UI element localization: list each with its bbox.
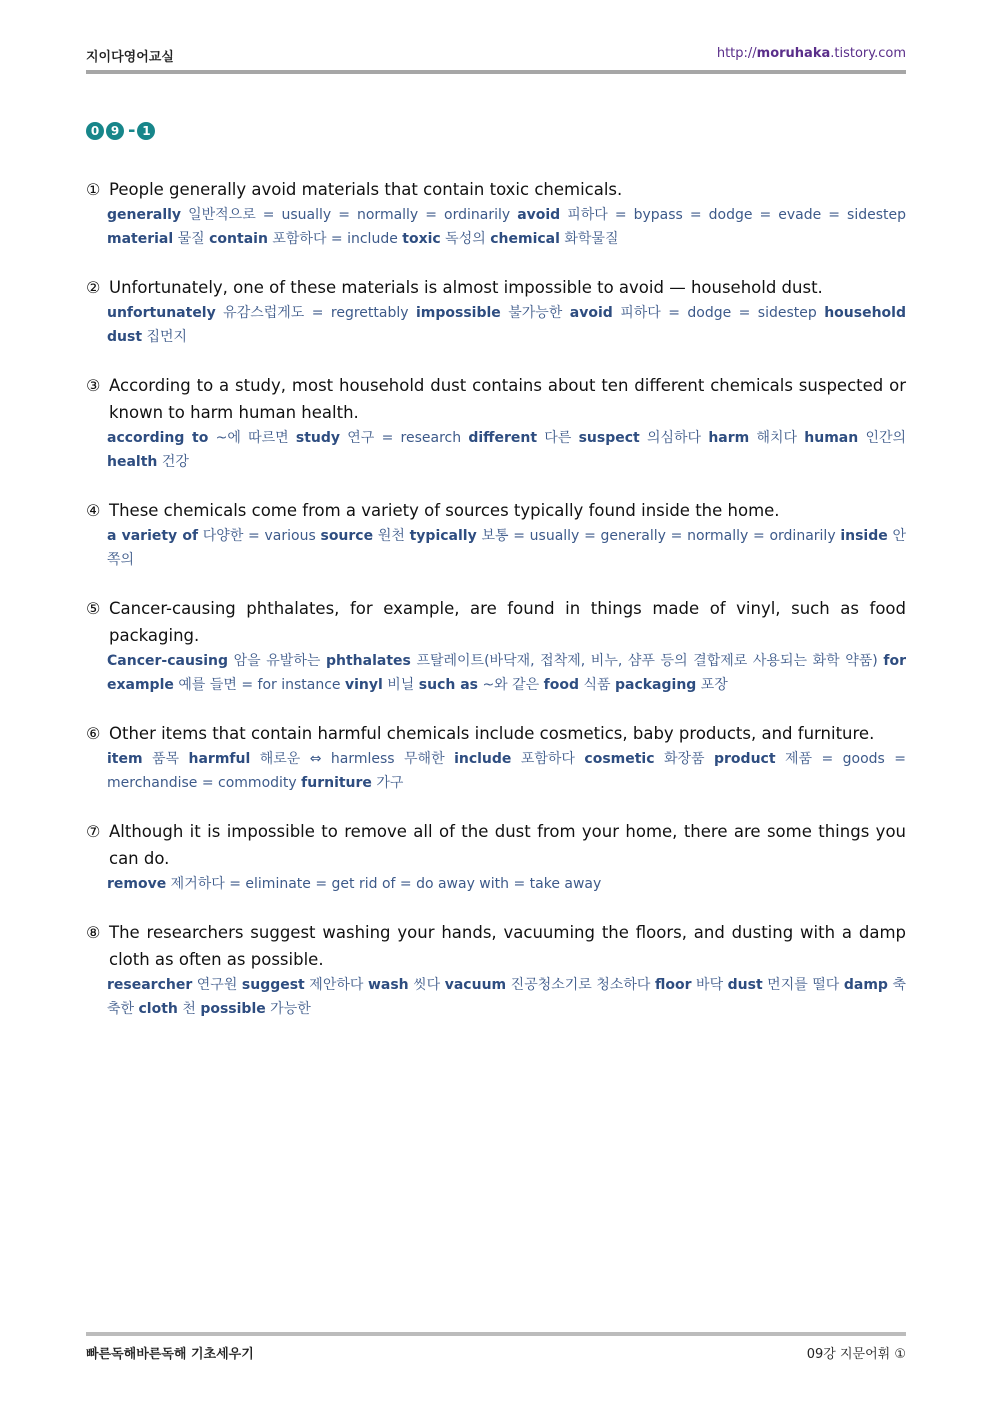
vocab-gloss: 식품 xyxy=(579,677,615,693)
sentence-item xyxy=(86,176,906,251)
vocab-line xyxy=(107,203,906,251)
vocab-word: according to xyxy=(107,430,209,446)
footer-divider xyxy=(86,1332,906,1336)
vocab-gloss: 품목 xyxy=(142,751,189,767)
vocab-word: impossible xyxy=(415,305,501,321)
vocab-gloss: 제품 = goods = merchandise = commodity xyxy=(107,751,907,791)
url-host: moruhaka xyxy=(756,46,831,61)
vocab-word: wash xyxy=(367,977,409,993)
vocab-gloss: 일반적으로 = usually = normally = ordinarily xyxy=(181,207,518,223)
vocab-gloss: 피하다 = dodge = sidestep xyxy=(612,305,825,321)
vocab-line xyxy=(107,747,906,795)
url-suffix: .tistory.com xyxy=(830,46,906,61)
sentence-number: ③ xyxy=(86,376,101,395)
sentence-text: Other items that contain harmful chemicals include cosmetics, baby products, and furniture. xyxy=(109,724,875,743)
sentence-number: ⑥ xyxy=(86,724,101,743)
vocab-gloss: 집먼지 xyxy=(142,329,188,345)
vocab-word: avoid xyxy=(569,305,613,321)
sentence-number: ⑦ xyxy=(86,822,101,841)
sentence-text: People generally avoid materials that contain toxic chemicals. xyxy=(109,180,623,199)
page-header xyxy=(86,44,906,66)
vocab-word: source xyxy=(320,528,374,544)
sentence-text: These chemicals come from a variety of sources typically found inside the home. xyxy=(109,501,780,520)
vocab-word: typically xyxy=(409,528,477,544)
vocab-gloss: 가구 xyxy=(371,775,404,791)
vocab-gloss: 유감스럽게도 = regrettably xyxy=(215,305,416,321)
unit-dash: - xyxy=(128,120,136,141)
sentence-number: ① xyxy=(86,180,101,199)
header-url[interactable] xyxy=(717,46,906,61)
sentence-text: According to a study, most household dust contains about ten different chemicals suspected or known to harm human health. xyxy=(109,376,906,422)
vocab-word: floor xyxy=(654,977,692,993)
vocab-word: such as xyxy=(418,677,478,693)
sentence-item xyxy=(86,595,906,697)
sentence-number: ② xyxy=(86,278,101,297)
sentence-item xyxy=(86,372,906,474)
sentence-item xyxy=(86,919,906,1021)
vocab-word: suspect xyxy=(578,430,640,446)
vocab-line xyxy=(107,973,906,1021)
vocab-gloss: 제거하다 = eliminate = get rid of = do away with = take away xyxy=(166,876,602,892)
vocab-word: phthalates xyxy=(325,653,411,669)
vocab-line xyxy=(107,301,906,349)
vocab-word: household dust xyxy=(107,305,906,345)
vocab-word: packaging xyxy=(614,677,697,693)
vocab-word: study xyxy=(295,430,341,446)
vocab-word: vacuum xyxy=(444,977,507,993)
unit-digit-3: 1 xyxy=(137,122,155,140)
vocab-word: furniture xyxy=(301,775,372,791)
vocab-word: damp xyxy=(843,977,888,993)
vocab-word: cosmetic xyxy=(584,751,655,767)
vocab-gloss: 연구 = research xyxy=(340,430,469,446)
sentence-number: ⑤ xyxy=(86,599,101,618)
vocab-word: Cancer-causing xyxy=(107,653,229,669)
vocab-gloss: 독성의 xyxy=(440,231,491,247)
sentence-text: The researchers suggest washing your hands, vacuuming the floors, and dusting with a damp cloth as often as possible. xyxy=(109,923,906,969)
vocab-gloss: 먼지를 떨다 xyxy=(762,977,844,993)
unit-digit-2: 9 xyxy=(106,122,124,140)
vocab-gloss: 해치다 xyxy=(749,430,805,446)
vocab-gloss: ~에 따르면 xyxy=(208,430,296,446)
vocab-word: dust xyxy=(727,977,763,993)
vocab-gloss: 피하다 = bypass = dodge = evade = sidestep xyxy=(560,207,907,223)
vocab-word: unfortunately xyxy=(107,305,216,321)
vocab-word: include xyxy=(454,751,512,767)
vocab-gloss: 프탈레이트(바닥재, 접착제, 비누, 샴푸 등의 결합제로 사용되는 화학 약품) xyxy=(410,653,884,669)
vocab-gloss: 보통 = usually = generally = normally = ordinarily xyxy=(476,528,841,544)
vocab-gloss: 건강 xyxy=(157,454,189,470)
vocab-gloss: 불가능한 xyxy=(500,305,570,321)
vocab-gloss: 예를 들면 = for instance xyxy=(173,677,345,693)
vocab-gloss: 축축한 xyxy=(107,977,906,1017)
sentence-item xyxy=(86,818,906,896)
vocab-gloss: 다른 xyxy=(537,430,579,446)
sentence-list xyxy=(86,176,906,1044)
vocab-word: suggest xyxy=(241,977,305,993)
unit-digit-1: 0 xyxy=(86,122,104,140)
page-footer xyxy=(86,1343,906,1363)
vocab-gloss: 인간의 xyxy=(858,430,907,446)
sentence-number: ⑧ xyxy=(86,923,101,942)
vocab-gloss: 원천 xyxy=(373,528,410,544)
vocab-gloss: 포함하다 = include xyxy=(267,231,403,247)
footer-book-title: 빠른독해바른독해 기초세우기 xyxy=(86,1347,254,1362)
sentence-text: Unfortunately, one of these materials is almost impossible to avoid — household dust. xyxy=(109,278,823,297)
vocab-word: avoid xyxy=(517,207,561,223)
vocab-gloss: 가능한 xyxy=(265,1001,311,1017)
vocab-gloss: 바닥 xyxy=(691,977,728,993)
vocab-word: food xyxy=(543,677,580,693)
vocab-gloss: 비닐 xyxy=(382,677,419,693)
vocab-line xyxy=(107,649,906,697)
sentence-text: Although it is impossible to remove all of the dust from your home, there are some things you can do. xyxy=(109,822,906,868)
vocab-word: chemical xyxy=(490,231,560,247)
vocab-line xyxy=(107,524,906,572)
footer-lesson: 09강 지문어휘 ① xyxy=(806,1347,906,1362)
vocab-gloss: 해로운 ⇔ harmless 무해한 xyxy=(250,751,455,767)
vocab-gloss: 물질 xyxy=(173,231,210,247)
vocab-line xyxy=(107,426,906,474)
vocab-word: harm xyxy=(708,430,750,446)
vocab-gloss: 포장 xyxy=(696,677,728,693)
vocab-word: vinyl xyxy=(344,677,383,693)
vocab-gloss: 화장품 xyxy=(654,751,714,767)
vocab-gloss: 암을 유발하는 xyxy=(228,653,326,669)
vocab-word: cloth xyxy=(138,1001,178,1017)
sentence-text: Cancer-causing phthalates, for example, are found in things made of vinyl, such as food packaging. xyxy=(109,599,906,645)
sentence-number: ④ xyxy=(86,501,101,520)
vocab-word: for example xyxy=(107,653,906,693)
vocab-gloss: 포함하다 xyxy=(511,751,585,767)
vocab-word: contain xyxy=(209,231,268,247)
vocab-word: health xyxy=(107,454,158,470)
vocab-word: possible xyxy=(200,1001,266,1017)
vocab-line xyxy=(107,872,906,896)
vocab-word: a variety of xyxy=(107,528,199,544)
vocab-word: item xyxy=(107,751,143,767)
vocab-gloss: 화학물질 xyxy=(559,231,619,247)
vocab-gloss: 다양한 = various xyxy=(198,528,321,544)
vocab-gloss: ~와 같은 xyxy=(478,677,544,693)
vocab-gloss: 씻다 xyxy=(408,977,445,993)
vocab-word: harmful xyxy=(188,751,251,767)
unit-number xyxy=(86,120,157,142)
header-divider xyxy=(86,70,906,74)
vocab-word: remove xyxy=(107,876,167,892)
vocab-gloss: 연구원 xyxy=(192,977,242,993)
vocab-word: toxic xyxy=(402,231,441,247)
vocab-gloss: 안쪽의 xyxy=(107,528,906,568)
vocab-gloss: 진공청소기로 청소하다 xyxy=(506,977,655,993)
header-title: 지이다영어교실 xyxy=(86,50,174,65)
vocab-word: different xyxy=(468,430,538,446)
vocab-gloss: 천 xyxy=(177,1001,201,1017)
vocab-gloss: 의심하다 xyxy=(639,430,709,446)
vocab-word: inside xyxy=(840,528,888,544)
vocab-word: product xyxy=(714,751,776,767)
sentence-item xyxy=(86,720,906,795)
sentence-item xyxy=(86,497,906,572)
vocab-word: generally xyxy=(107,207,182,223)
vocab-word: human xyxy=(804,430,859,446)
url-prefix: http:// xyxy=(716,46,757,61)
vocab-gloss: 제안하다 xyxy=(304,977,368,993)
vocab-word: material xyxy=(107,231,174,247)
vocab-word: researcher xyxy=(107,977,193,993)
sentence-item xyxy=(86,274,906,349)
